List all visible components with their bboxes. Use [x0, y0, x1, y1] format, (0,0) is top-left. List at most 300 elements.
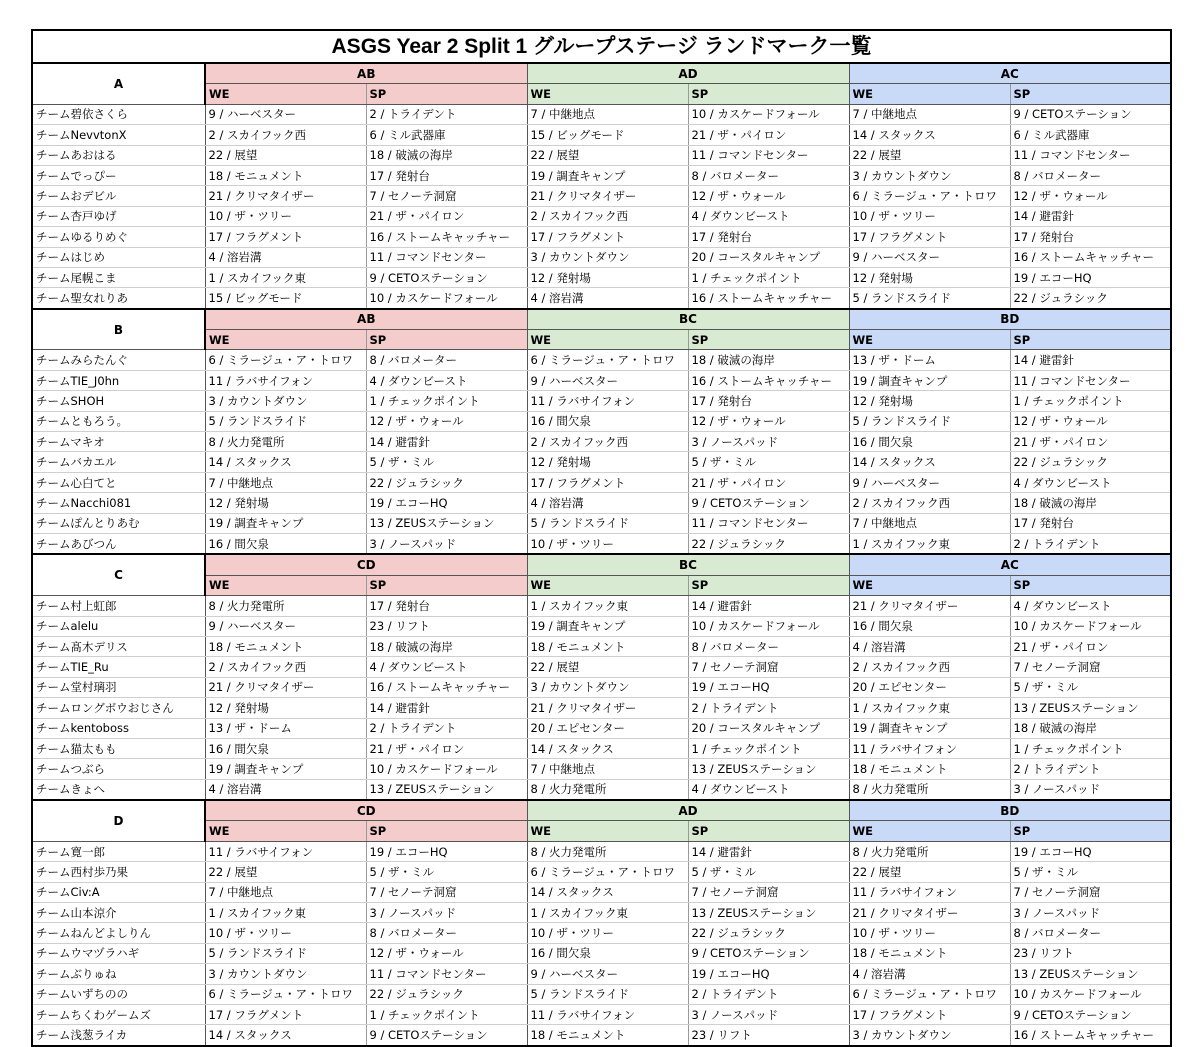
landmark-cell: 9 / ハーベスター — [849, 472, 1010, 492]
landmark-cell: 18 / 破滅の海岸 — [366, 145, 527, 165]
mode-header-we: WE — [527, 84, 688, 104]
landmark-cell: 5 / ランドスライド — [205, 411, 366, 431]
team-row — [32, 923, 1171, 943]
landmark-cell: 21 / ザ・パイロン — [1010, 636, 1171, 656]
mode-header-we: WE — [849, 821, 1010, 841]
landmark-cell: 19 / エコーHQ — [688, 964, 849, 984]
team-row — [32, 779, 1171, 800]
team-name: チームねんどよしりん — [32, 923, 205, 943]
team-name: チームロングボウおじさん — [32, 698, 205, 718]
team-name: チーム杏戸ゆげ — [32, 206, 205, 226]
landmark-cell: 17 / フラグメント — [849, 1004, 1010, 1024]
landmark-table — [31, 29, 1172, 1047]
landmark-cell: 21 / クリマタイザー — [205, 677, 366, 697]
matchup-header: AC — [849, 63, 1171, 84]
landmark-cell: 16 / ストームキャッチャー — [688, 370, 849, 390]
landmark-cell: 21 / ザ・パイロン — [366, 206, 527, 226]
landmark-cell: 12 / ザ・ウォール — [1010, 411, 1171, 431]
landmark-cell: 5 / ザ・ミル — [366, 862, 527, 882]
landmark-cell: 13 / ZEUSステーション — [688, 903, 849, 923]
team-name: チームマキオ — [32, 432, 205, 452]
mode-header-sp: SP — [1010, 575, 1171, 595]
team-name: チームTIE_J0hn — [32, 370, 205, 390]
landmark-cell: 22 / ジュラシック — [1010, 452, 1171, 472]
landmark-cell: 14 / 避雷針 — [688, 841, 849, 861]
landmark-cell: 10 / ザ・ツリー — [527, 533, 688, 554]
landmark-cell: 4 / ダウンビースト — [366, 370, 527, 390]
landmark-cell: 22 / 展望 — [849, 145, 1010, 165]
team-row — [32, 145, 1171, 165]
landmark-cell: 4 / ダウンビースト — [1010, 596, 1171, 616]
team-name: チームつぶら — [32, 759, 205, 779]
team-name: チーム猫太もも — [32, 738, 205, 758]
landmark-cell: 6 / ミラージュ・ア・トロワ — [527, 350, 688, 370]
team-row — [32, 432, 1171, 452]
landmark-cell: 2 / トライデント — [1010, 533, 1171, 554]
team-name: チーム聖女れりあ — [32, 288, 205, 309]
landmark-cell: 17 / 発射台 — [688, 391, 849, 411]
landmark-cell: 6 / ミラージュ・ア・トロワ — [849, 186, 1010, 206]
team-name: チームあびつん — [32, 533, 205, 554]
landmark-cell: 8 / バロメーター — [688, 636, 849, 656]
landmark-cell: 5 / ランドスライド — [849, 288, 1010, 309]
team-name: チームalelu — [32, 616, 205, 636]
team-row — [32, 533, 1171, 554]
mode-header-sp: SP — [688, 84, 849, 104]
landmark-cell: 16 / 間欠泉 — [527, 943, 688, 963]
landmark-cell: 3 / ノースパッド — [688, 1004, 849, 1024]
landmark-cell: 11 / ラバサイフォン — [849, 882, 1010, 902]
mode-header-sp: SP — [366, 575, 527, 595]
landmark-cell: 5 / ランドスライド — [527, 513, 688, 533]
landmark-cell: 8 / 火力発電所 — [205, 432, 366, 452]
landmark-cell: 11 / コマンドセンター — [688, 145, 849, 165]
landmark-cell: 11 / コマンドセンター — [366, 964, 527, 984]
team-name: チームみらたんぐ — [32, 350, 205, 370]
landmark-cell: 3 / カウントダウン — [849, 165, 1010, 185]
mode-header-we: WE — [527, 330, 688, 350]
landmark-cell: 10 / ザ・ツリー — [527, 923, 688, 943]
matchup-header: AB — [205, 63, 527, 84]
landmark-cell: 5 / ランドスライド — [849, 411, 1010, 431]
landmark-cell: 10 / カスケードフォール — [1010, 616, 1171, 636]
team-row — [32, 104, 1171, 124]
landmark-cell: 17 / フラグメント — [205, 1004, 366, 1024]
team-name: チーム西村歩乃果 — [32, 862, 205, 882]
mode-header-sp: SP — [366, 821, 527, 841]
landmark-cell: 5 / ザ・ミル — [366, 452, 527, 472]
landmark-cell: 21 / クリマタイザー — [527, 698, 688, 718]
mode-header-sp: SP — [688, 575, 849, 595]
landmark-cell: 2 / トライデント — [688, 984, 849, 1004]
team-name: チーム堂村璃羽 — [32, 677, 205, 697]
landmark-cell: 10 / カスケードフォール — [366, 288, 527, 309]
landmark-cell: 8 / 火力発電所 — [527, 841, 688, 861]
landmark-cell: 12 / ザ・ウォール — [688, 411, 849, 431]
landmark-cell: 1 / チェックポイント — [366, 1004, 527, 1024]
landmark-cell: 5 / ザ・ミル — [1010, 862, 1171, 882]
landmark-cell: 9 / ハーベスター — [205, 104, 366, 124]
team-name: チーム尾幌こま — [32, 267, 205, 287]
landmark-cell: 5 / ランドスライド — [205, 943, 366, 963]
landmark-cell: 21 / ザ・パイロン — [688, 472, 849, 492]
landmark-cell: 2 / スカイフック西 — [205, 657, 366, 677]
landmark-cell: 2 / スカイフック西 — [205, 125, 366, 145]
landmark-cell: 12 / 発射場 — [527, 267, 688, 287]
landmark-cell: 18 / モニュメント — [527, 1025, 688, 1046]
landmark-cell: 15 / ビッグモード — [527, 125, 688, 145]
landmark-cell: 8 / バロメーター — [1010, 923, 1171, 943]
landmark-cell: 5 / ザ・ミル — [688, 862, 849, 882]
team-name: チームNacchi081 — [32, 493, 205, 513]
landmark-cell: 7 / 中継地点 — [849, 513, 1010, 533]
landmark-cell: 1 / スカイフック東 — [527, 903, 688, 923]
landmark-cell: 7 / セノーテ洞窟 — [366, 882, 527, 902]
landmark-cell: 21 / ザ・パイロン — [1010, 432, 1171, 452]
matchup-header: AD — [527, 800, 849, 821]
landmark-cell: 2 / スカイフック西 — [527, 432, 688, 452]
landmark-cell: 10 / ザ・ツリー — [849, 206, 1010, 226]
matchup-header: BC — [527, 309, 849, 330]
landmark-cell: 2 / トライデント — [366, 718, 527, 738]
title-row — [32, 30, 1171, 63]
landmark-cell: 16 / 間欠泉 — [849, 432, 1010, 452]
matchup-header: CD — [205, 554, 527, 575]
mode-header-we: WE — [205, 575, 366, 595]
team-row — [32, 391, 1171, 411]
landmark-cell: 7 / 中継地点 — [849, 104, 1010, 124]
landmark-cell: 9 / CETOステーション — [688, 943, 849, 963]
team-name: チーム村上虹郎 — [32, 596, 205, 616]
landmark-cell: 3 / ノースパッド — [366, 533, 527, 554]
team-row — [32, 472, 1171, 492]
landmark-cell: 18 / モニュメント — [527, 636, 688, 656]
landmark-cell: 6 / ミラージュ・ア・トロワ — [527, 862, 688, 882]
landmark-cell: 4 / 溶岩溝 — [527, 493, 688, 513]
matchup-header: AD — [527, 63, 849, 84]
mode-header-sp: SP — [1010, 330, 1171, 350]
landmark-cell: 3 / カウントダウン — [849, 1025, 1010, 1046]
landmark-cell: 1 / スカイフック東 — [849, 698, 1010, 718]
landmark-cell: 9 / CETOステーション — [1010, 104, 1171, 124]
landmark-cell: 17 / フラグメント — [205, 227, 366, 247]
landmark-cell: 13 / ザ・ドーム — [205, 718, 366, 738]
landmark-cell: 8 / 火力発電所 — [527, 779, 688, 800]
landmark-cell: 17 / 発射台 — [1010, 513, 1171, 533]
team-row — [32, 165, 1171, 185]
landmark-cell: 9 / ハーベスター — [527, 964, 688, 984]
landmark-cell: 11 / ラバサイフォン — [527, 1004, 688, 1024]
landmark-cell: 11 / コマンドセンター — [1010, 370, 1171, 390]
landmark-cell: 13 / ZEUSステーション — [366, 779, 527, 800]
team-name: チームはじめ — [32, 247, 205, 267]
landmark-cell: 20 / コースタルキャンプ — [688, 718, 849, 738]
team-row — [32, 738, 1171, 758]
team-name: チームSHOH — [32, 391, 205, 411]
team-row — [32, 1004, 1171, 1024]
team-name: チーム寛一郎 — [32, 841, 205, 861]
team-name: チームゆるりめぐ — [32, 227, 205, 247]
team-row — [32, 206, 1171, 226]
team-name: チームきょへ — [32, 779, 205, 800]
landmark-cell: 14 / 避雷針 — [688, 596, 849, 616]
group-pair-header-row — [32, 63, 1171, 84]
landmark-cell: 4 / ダウンビースト — [366, 657, 527, 677]
landmark-cell: 22 / 展望 — [849, 862, 1010, 882]
landmark-cell: 3 / カウントダウン — [527, 247, 688, 267]
landmark-cell: 6 / ミル武器庫 — [1010, 125, 1171, 145]
team-row — [32, 698, 1171, 718]
landmark-cell: 4 / 溶岩溝 — [527, 288, 688, 309]
mode-header-sp: SP — [1010, 84, 1171, 104]
team-name: チーム碧依さくら — [32, 104, 205, 124]
landmark-cell: 21 / クリマタイザー — [849, 596, 1010, 616]
team-row — [32, 984, 1171, 1004]
team-row — [32, 411, 1171, 431]
team-name: チームkentoboss — [32, 718, 205, 738]
landmark-cell: 14 / 避雷針 — [366, 432, 527, 452]
landmark-cell: 21 / ザ・パイロン — [366, 738, 527, 758]
team-name: チームいずちのの — [32, 984, 205, 1004]
team-row — [32, 943, 1171, 963]
landmark-cell: 3 / ノースパッド — [688, 432, 849, 452]
landmark-cell: 9 / ハーベスター — [849, 247, 1010, 267]
landmark-cell: 7 / セノーテ洞窟 — [366, 186, 527, 206]
landmark-cell: 3 / ノースパッド — [1010, 903, 1171, 923]
landmark-cell: 16 / ストームキャッチャー — [366, 227, 527, 247]
team-row — [32, 657, 1171, 677]
team-row — [32, 718, 1171, 738]
landmark-cell: 1 / スカイフック東 — [205, 267, 366, 287]
mode-header-sp: SP — [688, 821, 849, 841]
landmark-cell: 6 / ミラージュ・ア・トロワ — [849, 984, 1010, 1004]
landmark-cell: 10 / ザ・ツリー — [205, 206, 366, 226]
landmark-cell: 23 / リフト — [688, 1025, 849, 1046]
landmark-cell: 17 / フラグメント — [527, 472, 688, 492]
team-name: チーム心白てと — [32, 472, 205, 492]
landmark-cell: 1 / スカイフック東 — [205, 903, 366, 923]
matchup-header: AB — [205, 309, 527, 330]
landmark-cell: 12 / ザ・ウォール — [1010, 186, 1171, 206]
landmark-cell: 8 / 火力発電所 — [205, 596, 366, 616]
landmark-cell: 17 / フラグメント — [849, 227, 1010, 247]
landmark-cell: 12 / ザ・ウォール — [366, 943, 527, 963]
landmark-cell: 22 / 展望 — [205, 862, 366, 882]
team-row — [32, 964, 1171, 984]
landmark-cell: 2 / トライデント — [366, 104, 527, 124]
landmark-cell: 21 / クリマタイザー — [527, 186, 688, 206]
team-row — [32, 370, 1171, 390]
landmark-cell: 12 / ザ・ウォール — [688, 186, 849, 206]
team-name: チームNevvtonX — [32, 125, 205, 145]
landmark-cell: 16 / ストームキャッチャー — [1010, 1025, 1171, 1046]
landmark-cell: 11 / ラバサイフォン — [205, 841, 366, 861]
landmark-cell: 12 / 発射場 — [527, 452, 688, 472]
landmark-cell: 13 / ZEUSステーション — [1010, 964, 1171, 984]
landmark-cell: 5 / ザ・ミル — [1010, 677, 1171, 697]
landmark-cell: 21 / クリマタイザー — [205, 186, 366, 206]
landmark-cell: 10 / カスケードフォール — [1010, 984, 1171, 1004]
landmark-cell: 18 / モニュメント — [205, 636, 366, 656]
landmark-cell: 7 / セノーテ洞窟 — [1010, 882, 1171, 902]
landmark-cell: 23 / リフト — [1010, 943, 1171, 963]
landmark-cell: 4 / ダウンビースト — [1010, 472, 1171, 492]
landmark-cell: 12 / 発射場 — [205, 493, 366, 513]
mode-header-we: WE — [849, 575, 1010, 595]
landmark-cell: 17 / フラグメント — [527, 227, 688, 247]
landmark-cell: 8 / 火力発電所 — [849, 841, 1010, 861]
matchup-header: CD — [205, 800, 527, 821]
landmark-cell: 19 / 調査キャンプ — [527, 616, 688, 636]
landmark-cell: 20 / エピセンター — [527, 718, 688, 738]
landmark-cell: 19 / 調査キャンプ — [849, 718, 1010, 738]
landmark-cell: 7 / セノーテ洞窟 — [688, 882, 849, 902]
landmark-cell: 1 / チェックポイント — [688, 738, 849, 758]
landmark-cell: 14 / スタックス — [527, 882, 688, 902]
landmark-cell: 16 / ストームキャッチャー — [366, 677, 527, 697]
mode-header-sp: SP — [1010, 821, 1171, 841]
team-row — [32, 452, 1171, 472]
team-name: チームぽんとりあむ — [32, 513, 205, 533]
landmark-cell: 3 / カウントダウン — [205, 964, 366, 984]
landmark-cell: 3 / カウントダウン — [527, 677, 688, 697]
landmark-cell: 4 / 溶岩溝 — [205, 779, 366, 800]
landmark-cell: 3 / カウントダウン — [205, 391, 366, 411]
team-name: チームでっぴー — [32, 165, 205, 185]
landmark-cell: 11 / コマンドセンター — [366, 247, 527, 267]
landmark-cell: 19 / エコーHQ — [1010, 267, 1171, 287]
landmark-cell: 11 / ラバサイフォン — [205, 370, 366, 390]
landmark-cell: 22 / ジュラシック — [688, 923, 849, 943]
landmark-cell: 11 / コマンドセンター — [688, 513, 849, 533]
landmark-cell: 19 / 調査キャンプ — [205, 513, 366, 533]
landmark-cell: 6 / ミル武器庫 — [366, 125, 527, 145]
landmark-cell: 19 / エコーHQ — [688, 677, 849, 697]
mode-header-we: WE — [205, 821, 366, 841]
matchup-header: BD — [849, 800, 1171, 821]
landmark-cell: 4 / ダウンビースト — [688, 206, 849, 226]
landmark-cell: 5 / ランドスライド — [527, 984, 688, 1004]
landmark-cell: 4 / 溶岩溝 — [849, 636, 1010, 656]
landmark-cell: 22 / 展望 — [205, 145, 366, 165]
landmark-cell: 3 / ノースパッド — [1010, 779, 1171, 800]
team-row — [32, 227, 1171, 247]
landmark-cell: 8 / バロメーター — [366, 923, 527, 943]
team-row — [32, 596, 1171, 616]
landmark-cell: 18 / 破滅の海岸 — [366, 636, 527, 656]
landmark-cell: 6 / ミラージュ・ア・トロワ — [205, 984, 366, 1004]
landmark-cell: 21 / ザ・パイロン — [688, 125, 849, 145]
team-row — [32, 513, 1171, 533]
landmark-cell: 2 / トライデント — [688, 698, 849, 718]
team-row — [32, 862, 1171, 882]
landmark-cell: 20 / コースタルキャンプ — [688, 247, 849, 267]
team-name: チームあおはる — [32, 145, 205, 165]
team-name: チームウマヅラハギ — [32, 943, 205, 963]
landmark-cell: 19 / 調査キャンプ — [205, 759, 366, 779]
landmark-cell: 4 / 溶岩溝 — [205, 247, 366, 267]
team-row — [32, 186, 1171, 206]
landmark-cell: 20 / エピセンター — [849, 677, 1010, 697]
landmark-cell: 10 / ザ・ツリー — [849, 923, 1010, 943]
matchup-header: BD — [849, 309, 1171, 330]
landmark-cell: 22 / ジュラシック — [366, 984, 527, 1004]
landmark-cell: 10 / カスケードフォール — [366, 759, 527, 779]
landmark-cell: 16 / 間欠泉 — [205, 738, 366, 758]
landmark-cell: 14 / スタックス — [849, 125, 1010, 145]
landmark-cell: 2 / スカイフック西 — [849, 657, 1010, 677]
team-row — [32, 636, 1171, 656]
team-row — [32, 903, 1171, 923]
landmark-cell: 4 / 溶岩溝 — [849, 964, 1010, 984]
landmark-cell: 22 / ジュラシック — [366, 472, 527, 492]
landmark-cell: 7 / 中継地点 — [205, 472, 366, 492]
mode-header-we: WE — [527, 575, 688, 595]
landmark-cell: 2 / スカイフック西 — [849, 493, 1010, 513]
landmark-cell: 7 / 中継地点 — [205, 882, 366, 902]
mode-header-we: WE — [205, 84, 366, 104]
landmark-cell: 19 / エコーHQ — [366, 841, 527, 861]
team-name: チーム髙木デリス — [32, 636, 205, 656]
landmark-cell: 1 / チェックポイント — [366, 391, 527, 411]
landmark-cell: 12 / 発射場 — [205, 698, 366, 718]
group-label: C — [32, 554, 205, 595]
landmark-cell: 16 / 間欠泉 — [527, 411, 688, 431]
landmark-cell: 16 / 間欠泉 — [849, 616, 1010, 636]
landmark-cell: 22 / ジュラシック — [688, 533, 849, 554]
landmark-cell: 9 / CETOステーション — [1010, 1004, 1171, 1024]
landmark-cell: 12 / 発射場 — [849, 267, 1010, 287]
landmark-cell: 16 / 間欠泉 — [205, 533, 366, 554]
landmark-cell: 1 / チェックポイント — [688, 267, 849, 287]
landmark-cell: 18 / モニュメント — [205, 165, 366, 185]
team-row — [32, 677, 1171, 697]
mode-header-we: WE — [849, 84, 1010, 104]
landmark-cell: 21 / クリマタイザー — [849, 903, 1010, 923]
landmark-cell: 17 / 発射台 — [1010, 227, 1171, 247]
landmark-cell: 19 / 調査キャンプ — [527, 165, 688, 185]
mode-header-we: WE — [849, 330, 1010, 350]
team-row — [32, 841, 1171, 861]
landmark-cell: 22 / 展望 — [527, 657, 688, 677]
team-row — [32, 882, 1171, 902]
landmark-cell: 14 / スタックス — [527, 738, 688, 758]
landmark-cell: 19 / エコーHQ — [1010, 841, 1171, 861]
landmark-cell: 6 / ミラージュ・ア・トロワ — [205, 350, 366, 370]
landmark-cell: 14 / 避雷針 — [1010, 206, 1171, 226]
landmark-cell: 19 / 調査キャンプ — [849, 370, 1010, 390]
landmark-cell: 3 / ノースパッド — [366, 903, 527, 923]
landmark-cell: 5 / ザ・ミル — [688, 452, 849, 472]
landmark-cell: 7 / セノーテ洞窟 — [688, 657, 849, 677]
mode-header-sp: SP — [366, 330, 527, 350]
landmark-cell: 2 / トライデント — [1010, 759, 1171, 779]
landmark-cell: 10 / カスケードフォール — [688, 104, 849, 124]
landmark-cell: 1 / スカイフック東 — [527, 596, 688, 616]
team-name: チームおデビル — [32, 186, 205, 206]
landmark-cell: 9 / ハーベスター — [527, 370, 688, 390]
landmark-cell: 9 / CETOステーション — [366, 267, 527, 287]
team-row — [32, 350, 1171, 370]
landmark-cell: 13 / ZEUSステーション — [366, 513, 527, 533]
landmark-cell: 18 / 破滅の海岸 — [688, 350, 849, 370]
landmark-cell: 8 / 火力発電所 — [849, 779, 1010, 800]
team-row — [32, 267, 1171, 287]
landmark-cell: 22 / 展望 — [527, 145, 688, 165]
group-pair-header-row — [32, 309, 1171, 330]
landmark-cell: 14 / スタックス — [205, 452, 366, 472]
matchup-header: BC — [527, 554, 849, 575]
